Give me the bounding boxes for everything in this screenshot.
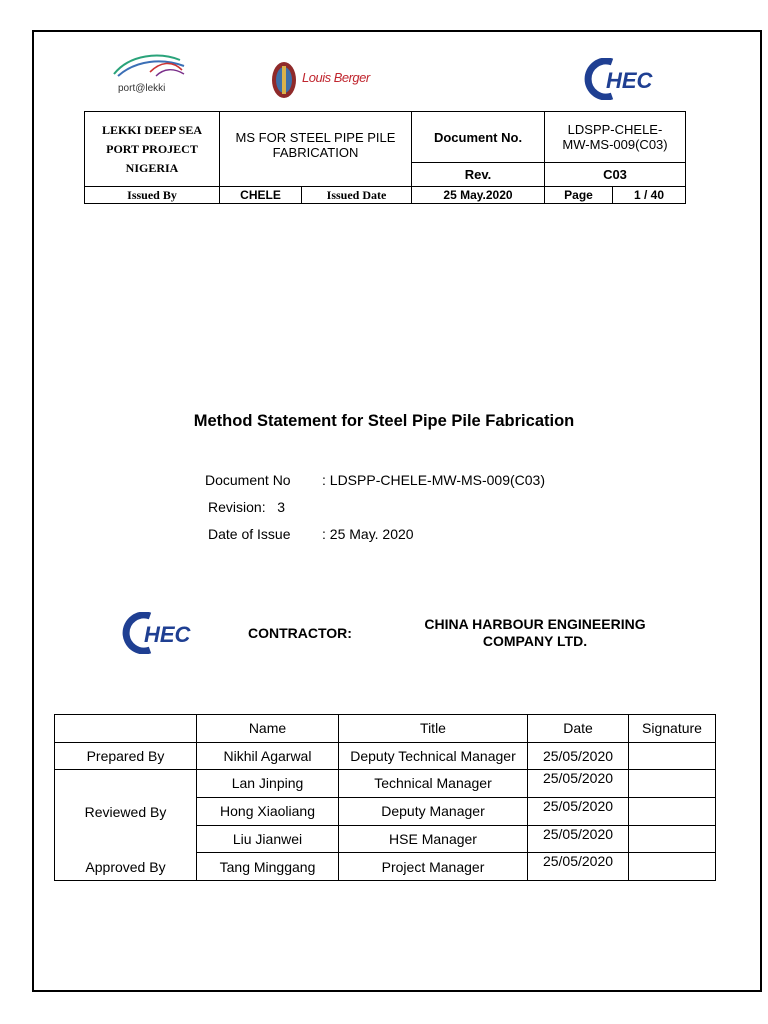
role-prepared-by: Prepared By	[55, 742, 197, 770]
table-row	[55, 742, 716, 770]
row-title: HSE Manager	[339, 825, 528, 853]
header-name: Name	[197, 715, 339, 743]
document-no-value-line-1: LDSPP-CHELE-	[567, 122, 663, 137]
ms-title-line-1: MS FOR STEEL PIPE PILE	[235, 130, 396, 145]
row-date: 25/05/2020	[528, 742, 629, 770]
project-name-line-3: NIGERIA	[125, 160, 179, 175]
document-no-label: Document No.	[412, 112, 545, 163]
header-signature: Signature	[629, 715, 716, 743]
hec-logo-contractor	[120, 612, 196, 654]
contractor-company-name	[400, 616, 670, 650]
project-name-line-2: PORT PROJECT	[106, 141, 198, 156]
issued-date-value: 25 May.2020	[412, 187, 545, 204]
row-date: 25/05/2020	[528, 770, 629, 798]
issued-by-label: Issued By	[85, 187, 220, 204]
signoff-table	[54, 714, 716, 881]
header-empty-cell	[55, 715, 197, 743]
company-name-line-1: CHINA HARBOUR ENGINEERING	[424, 616, 646, 632]
company-name-line-2: COMPANY LTD.	[482, 633, 588, 649]
louis-berger-logo-text: Louis Berger	[302, 70, 370, 85]
meta-doc-no-value: : LDSPP-CHELE-MW-MS-009(C03)	[322, 472, 546, 488]
row-name: Lan Jinping	[197, 770, 339, 798]
project-name-line-1: LEKKI DEEP SEA	[101, 122, 203, 137]
table-row	[55, 715, 716, 743]
row-date: 25/05/2020	[528, 797, 629, 825]
port-lekki-logo	[110, 50, 190, 96]
rev-label: Rev.	[412, 163, 545, 187]
row-date: 25/05/2020	[528, 825, 629, 853]
meta-date-value: : 25 May. 2020	[322, 526, 414, 542]
signature-cell	[629, 853, 716, 881]
document-no-value-line-2: MW-MS-009(C03)	[562, 137, 668, 152]
row-name: Tang Minggang	[197, 853, 339, 881]
contractor-label: CONTRACTOR:	[248, 625, 352, 641]
role-approved-by: Approved By	[85, 859, 166, 875]
role-reviewed-by: Reviewed By	[84, 804, 167, 820]
ms-title-line-2: FABRICATION	[272, 145, 359, 160]
role-reviewed-approved-cell	[55, 770, 197, 881]
meta-revision: Revision: 3	[208, 499, 286, 515]
hec-logo-header-text: HEC	[606, 68, 653, 93]
document-header-table	[84, 111, 686, 204]
issued-by-value: CHELE	[220, 187, 302, 204]
row-name: Hong Xiaoliang	[197, 797, 339, 825]
document-no-value	[545, 112, 686, 163]
signature-cell	[629, 770, 716, 798]
page-label: Page	[545, 187, 613, 204]
row-name: Nikhil Agarwal	[197, 742, 339, 770]
meta-doc-no-label: Document No	[205, 472, 291, 488]
hec-logo-header	[582, 58, 658, 100]
louis-berger-logo	[268, 58, 372, 104]
row-title: Technical Manager	[339, 770, 528, 798]
page-value: 1 / 40	[613, 187, 686, 204]
signature-cell	[629, 742, 716, 770]
signature-cell	[629, 797, 716, 825]
row-name: Liu Jianwei	[197, 825, 339, 853]
rev-value: C03	[545, 163, 686, 187]
row-date: 25/05/2020	[528, 853, 629, 881]
ms-title-cell	[220, 112, 412, 187]
header-title: Title	[339, 715, 528, 743]
header-date: Date	[528, 715, 629, 743]
row-title: Deputy Manager	[339, 797, 528, 825]
port-lekki-logo-text: port@lekki	[118, 83, 166, 94]
project-name-cell	[85, 112, 220, 187]
document-title: Method Statement for Steel Pipe Pile Fabrication	[193, 412, 575, 430]
table-row	[55, 770, 716, 798]
hec-logo-contractor-text: HEC	[144, 622, 191, 647]
row-title: Deputy Technical Manager	[339, 742, 528, 770]
row-title: Project Manager	[339, 853, 528, 881]
issued-date-label: Issued Date	[302, 187, 412, 204]
signature-cell	[629, 825, 716, 853]
meta-date-label: Date of Issue	[208, 526, 291, 542]
